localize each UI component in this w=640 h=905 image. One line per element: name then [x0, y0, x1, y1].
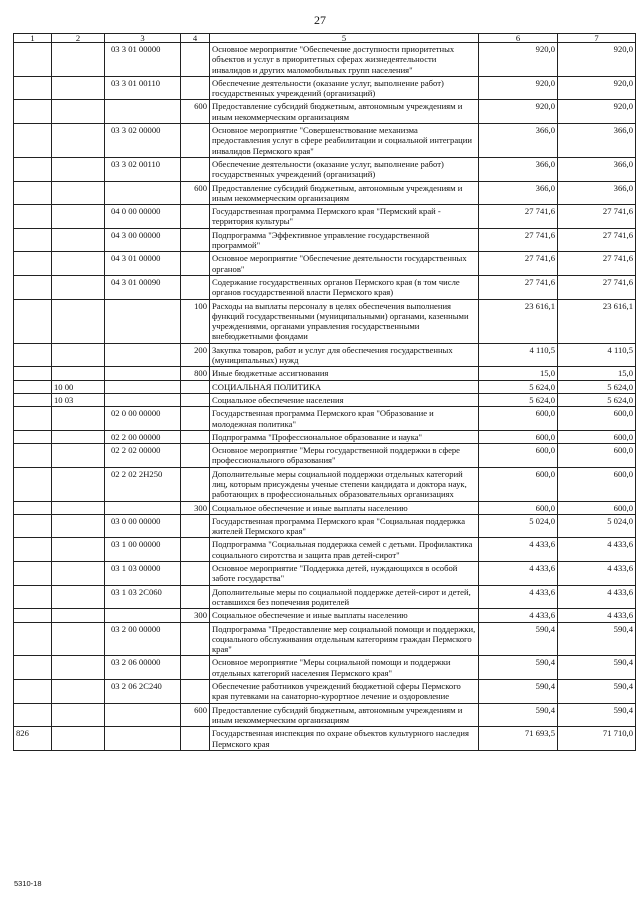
section-code-cell: 10 00 — [52, 380, 105, 393]
expense-type-cell — [181, 124, 210, 158]
target-code-cell: 03 3 01 00000 — [105, 43, 181, 77]
description-cell: Обеспечение работников учреждений бюджетной сферы Пермского края путевками на санаторно-курортное лечение и оздоровление — [210, 680, 479, 704]
amount-cell: 4 433,6 — [558, 538, 636, 562]
table-row — [14, 609, 636, 622]
amount-cell: 4 433,6 — [479, 585, 558, 609]
amount-cell: 5 024,0 — [479, 514, 558, 538]
table-row — [14, 585, 636, 609]
amount-cell: 5 624,0 — [558, 393, 636, 406]
admin-code-cell — [14, 562, 52, 586]
description-cell: Основное мероприятие "Обеспечение деятельности государственных органов" — [210, 252, 479, 276]
table-row — [14, 100, 636, 124]
target-code-cell: 03 2 06 00000 — [105, 656, 181, 680]
target-code-cell: 04 0 00 00000 — [105, 205, 181, 229]
admin-code-cell — [14, 43, 52, 77]
section-code-cell — [52, 656, 105, 680]
description-cell: Основное мероприятие "Совершенствование механизма предоставления услуг в сфере реабилитации и социальной интеграции инвалидов Пермского края" — [210, 124, 479, 158]
admin-code-cell — [14, 467, 52, 501]
admin-code-cell — [14, 157, 52, 181]
expense-type-cell — [181, 430, 210, 443]
section-code-cell — [52, 680, 105, 704]
target-code-cell: 03 1 00 00000 — [105, 538, 181, 562]
admin-code-cell — [14, 393, 52, 406]
admin-code-cell — [14, 680, 52, 704]
table-row — [14, 181, 636, 205]
amount-cell: 4 433,6 — [479, 538, 558, 562]
amount-cell: 600,0 — [479, 467, 558, 501]
admin-code-cell — [14, 538, 52, 562]
table-row — [14, 299, 636, 343]
expense-type-cell: 800 — [181, 367, 210, 380]
amount-cell: 920,0 — [558, 76, 636, 100]
admin-code-cell — [14, 100, 52, 124]
table-row — [14, 727, 636, 751]
amount-cell: 27 741,6 — [479, 228, 558, 252]
table-row — [14, 252, 636, 276]
expense-type-cell — [181, 585, 210, 609]
amount-cell: 27 741,6 — [479, 275, 558, 299]
amount-cell: 5 624,0 — [479, 380, 558, 393]
admin-code-cell — [14, 622, 52, 656]
amount-cell: 5 024,0 — [558, 514, 636, 538]
header-cell: 6 — [479, 34, 558, 43]
header-cell: 3 — [105, 34, 181, 43]
target-code-cell: 03 0 00 00000 — [105, 514, 181, 538]
admin-code-cell: 826 — [14, 727, 52, 751]
header-cell: 5 — [210, 34, 479, 43]
target-code-cell — [105, 380, 181, 393]
amount-cell: 600,0 — [479, 407, 558, 431]
amount-cell: 5 624,0 — [558, 380, 636, 393]
amount-cell: 4 110,5 — [558, 343, 636, 367]
description-cell: Государственная инспекция по охране объектов культурного наследия Пермского края — [210, 727, 479, 751]
table-row — [14, 680, 636, 704]
description-cell: Предоставление субсидий бюджетным, автономным учреждениям и иным некоммерческим организациям — [210, 703, 479, 727]
admin-code-cell — [14, 252, 52, 276]
target-code-cell — [105, 703, 181, 727]
footer-code: 5310-18 — [14, 879, 42, 888]
description-cell: Основное мероприятие "Меры социальной помощи и поддержки отдельных категорий населения Пермского края" — [210, 656, 479, 680]
amount-cell: 366,0 — [558, 124, 636, 158]
description-cell: Основное мероприятие "Обеспечение доступности приоритетных объектов и услуг в приоритетных сферах жизнедеятельности инвалидов и других маломобильных групп населения" — [210, 43, 479, 77]
admin-code-cell — [14, 585, 52, 609]
description-cell: Государственная программа Пермского края "Образование и молодежная политика" — [210, 407, 479, 431]
expense-type-cell — [181, 407, 210, 431]
amount-cell: 366,0 — [558, 181, 636, 205]
expense-type-cell — [181, 275, 210, 299]
description-cell: Основное мероприятие "Меры государственной поддержки в сфере профессионального образования" — [210, 444, 479, 468]
section-code-cell — [52, 252, 105, 276]
section-code-cell — [52, 228, 105, 252]
target-code-cell: 03 1 03 00000 — [105, 562, 181, 586]
admin-code-cell — [14, 205, 52, 229]
description-cell: Подпрограмма "Эффективное управление государственной программой" — [210, 228, 479, 252]
target-code-cell: 02 2 02 00000 — [105, 444, 181, 468]
description-cell: СОЦИАЛЬНАЯ ПОЛИТИКА — [210, 380, 479, 393]
amount-cell: 920,0 — [479, 100, 558, 124]
amount-cell: 590,4 — [558, 656, 636, 680]
amount-cell: 15,0 — [558, 367, 636, 380]
description-cell: Обеспечение деятельности (оказание услуг, выполнение работ) государственных учреждений (организаций) — [210, 157, 479, 181]
amount-cell: 366,0 — [558, 157, 636, 181]
amount-cell: 27 741,6 — [558, 228, 636, 252]
section-code-cell — [52, 562, 105, 586]
description-cell: Подпрограмма "Предоставление мер социальной помощи и поддержки, социального обслуживания отдельным категориям граждан Пермского края" — [210, 622, 479, 656]
section-code-cell — [52, 343, 105, 367]
admin-code-cell — [14, 367, 52, 380]
expense-type-cell — [181, 538, 210, 562]
section-code-cell — [52, 299, 105, 343]
target-code-cell — [105, 727, 181, 751]
admin-code-cell — [14, 228, 52, 252]
description-cell: Расходы на выплаты персоналу в целях обеспечения выполнения функций государственными (муниципальными) органами, казенными учреждениями, органами управления государственными внебюджетными фондами — [210, 299, 479, 343]
amount-cell: 600,0 — [479, 501, 558, 514]
table-row — [14, 275, 636, 299]
table-header-row — [14, 34, 636, 43]
amount-cell: 366,0 — [479, 124, 558, 158]
section-code-cell — [52, 407, 105, 431]
table-row — [14, 157, 636, 181]
table-row — [14, 430, 636, 443]
amount-cell: 600,0 — [558, 467, 636, 501]
expense-type-cell — [181, 393, 210, 406]
amount-cell: 27 741,6 — [558, 275, 636, 299]
description-cell: Предоставление субсидий бюджетным, автономным учреждениям и иным некоммерческим организациям — [210, 100, 479, 124]
section-code-cell — [52, 100, 105, 124]
amount-cell: 5 624,0 — [479, 393, 558, 406]
table-row — [14, 562, 636, 586]
target-code-cell: 02 2 02 2Н250 — [105, 467, 181, 501]
amount-cell: 4 110,5 — [479, 343, 558, 367]
table-row — [14, 43, 636, 77]
admin-code-cell — [14, 76, 52, 100]
amount-cell: 366,0 — [479, 181, 558, 205]
amount-cell: 71 693,5 — [479, 727, 558, 751]
header-cell: 7 — [558, 34, 636, 43]
expense-type-cell: 200 — [181, 343, 210, 367]
table-row — [14, 656, 636, 680]
table-row — [14, 343, 636, 367]
amount-cell: 600,0 — [558, 430, 636, 443]
expense-type-cell — [181, 467, 210, 501]
target-code-cell: 03 3 02 00000 — [105, 124, 181, 158]
section-code-cell — [52, 467, 105, 501]
expense-type-cell — [181, 43, 210, 77]
table-row — [14, 205, 636, 229]
section-code-cell: 10 03 — [52, 393, 105, 406]
expense-type-cell: 100 — [181, 299, 210, 343]
expense-type-cell: 600 — [181, 181, 210, 205]
table-row — [14, 514, 636, 538]
expense-type-cell: 600 — [181, 703, 210, 727]
amount-cell: 590,4 — [479, 656, 558, 680]
section-code-cell — [52, 538, 105, 562]
description-cell: Обеспечение деятельности (оказание услуг, выполнение работ) государственных учреждений (организаций) — [210, 76, 479, 100]
section-code-cell — [52, 585, 105, 609]
amount-cell: 590,4 — [479, 622, 558, 656]
amount-cell: 15,0 — [479, 367, 558, 380]
amount-cell: 920,0 — [479, 76, 558, 100]
amount-cell: 600,0 — [479, 444, 558, 468]
section-code-cell — [52, 609, 105, 622]
amount-cell: 4 433,6 — [479, 562, 558, 586]
amount-cell: 920,0 — [479, 43, 558, 77]
target-code-cell: 03 3 02 00110 — [105, 157, 181, 181]
table-row — [14, 538, 636, 562]
amount-cell: 600,0 — [558, 407, 636, 431]
budget-table — [13, 33, 636, 751]
expense-type-cell — [181, 656, 210, 680]
expense-type-cell — [181, 205, 210, 229]
admin-code-cell — [14, 656, 52, 680]
amount-cell: 600,0 — [558, 444, 636, 468]
description-cell: Подпрограмма "Профессиональное образование и наука" — [210, 430, 479, 443]
target-code-cell: 04 3 00 00000 — [105, 228, 181, 252]
description-cell: Государственная программа Пермского края "Социальная поддержка жителей Пермского края" — [210, 514, 479, 538]
admin-code-cell — [14, 299, 52, 343]
amount-cell: 4 433,6 — [558, 609, 636, 622]
amount-cell: 27 741,6 — [479, 205, 558, 229]
section-code-cell — [52, 703, 105, 727]
expense-type-cell — [181, 622, 210, 656]
table-row — [14, 228, 636, 252]
description-cell: Содержание государственных органов Пермского края (в том числе органов государственной власти Пермского края) — [210, 275, 479, 299]
expense-type-cell — [181, 514, 210, 538]
target-code-cell: 03 2 06 2С240 — [105, 680, 181, 704]
target-code-cell: 02 0 00 00000 — [105, 407, 181, 431]
expense-type-cell — [181, 562, 210, 586]
amount-cell: 600,0 — [479, 430, 558, 443]
description-cell: Социальное обеспечение и иные выплаты населению — [210, 609, 479, 622]
admin-code-cell — [14, 124, 52, 158]
target-code-cell — [105, 343, 181, 367]
expense-type-cell — [181, 157, 210, 181]
section-code-cell — [52, 430, 105, 443]
target-code-cell — [105, 393, 181, 406]
table-row — [14, 467, 636, 501]
expense-type-cell — [181, 252, 210, 276]
table-row — [14, 76, 636, 100]
section-code-cell — [52, 275, 105, 299]
admin-code-cell — [14, 275, 52, 299]
admin-code-cell — [14, 703, 52, 727]
admin-code-cell — [14, 501, 52, 514]
amount-cell: 590,4 — [558, 622, 636, 656]
target-code-cell — [105, 100, 181, 124]
expense-type-cell: 300 — [181, 609, 210, 622]
amount-cell: 4 433,6 — [558, 562, 636, 586]
target-code-cell — [105, 501, 181, 514]
section-code-cell — [52, 367, 105, 380]
target-code-cell: 04 3 01 00090 — [105, 275, 181, 299]
target-code-cell: 03 2 00 00000 — [105, 622, 181, 656]
amount-cell: 4 433,6 — [479, 609, 558, 622]
description-cell: Основное мероприятие "Поддержка детей, нуждающихся в особой заботе государства" — [210, 562, 479, 586]
admin-code-cell — [14, 444, 52, 468]
section-code-cell — [52, 622, 105, 656]
section-code-cell — [52, 157, 105, 181]
admin-code-cell — [14, 407, 52, 431]
amount-cell: 920,0 — [558, 100, 636, 124]
description-cell: Социальное обеспечение населения — [210, 393, 479, 406]
admin-code-cell — [14, 380, 52, 393]
expense-type-cell — [181, 228, 210, 252]
table-row — [14, 501, 636, 514]
admin-code-cell — [14, 430, 52, 443]
admin-code-cell — [14, 181, 52, 205]
amount-cell: 27 741,6 — [558, 205, 636, 229]
target-code-cell: 03 1 03 2С060 — [105, 585, 181, 609]
description-cell: Закупка товаров, работ и услуг для обеспечения государственных (муниципальных) нужд — [210, 343, 479, 367]
description-cell: Социальное обеспечение и иные выплаты населению — [210, 501, 479, 514]
table-row — [14, 124, 636, 158]
admin-code-cell — [14, 609, 52, 622]
amount-cell: 23 616,1 — [558, 299, 636, 343]
description-cell: Предоставление субсидий бюджетным, автономным учреждениям и иным некоммерческим организациям — [210, 181, 479, 205]
admin-code-cell — [14, 514, 52, 538]
section-code-cell — [52, 444, 105, 468]
amount-cell: 590,4 — [558, 680, 636, 704]
amount-cell: 590,4 — [479, 680, 558, 704]
expense-type-cell — [181, 680, 210, 704]
expense-type-cell — [181, 727, 210, 751]
section-code-cell — [52, 43, 105, 77]
amount-cell: 920,0 — [558, 43, 636, 77]
target-code-cell: 04 3 01 00000 — [105, 252, 181, 276]
amount-cell: 27 741,6 — [558, 252, 636, 276]
expense-type-cell: 600 — [181, 100, 210, 124]
target-code-cell — [105, 609, 181, 622]
amount-cell: 4 433,6 — [558, 585, 636, 609]
table-row — [14, 622, 636, 656]
description-cell: Дополнительные меры по социальной поддержке детей-сирот и детей, оставшихся без попечения родителей — [210, 585, 479, 609]
table-row — [14, 367, 636, 380]
header-cell: 4 — [181, 34, 210, 43]
section-code-cell — [52, 727, 105, 751]
target-code-cell: 03 3 01 00110 — [105, 76, 181, 100]
amount-cell: 366,0 — [479, 157, 558, 181]
expense-type-cell: 300 — [181, 501, 210, 514]
table-row — [14, 393, 636, 406]
expense-type-cell — [181, 380, 210, 393]
admin-code-cell — [14, 343, 52, 367]
section-code-cell — [52, 514, 105, 538]
page-number: 27 — [314, 13, 326, 27]
amount-cell: 590,4 — [479, 703, 558, 727]
section-code-cell — [52, 205, 105, 229]
expense-type-cell — [181, 76, 210, 100]
header-cell: 2 — [52, 34, 105, 43]
section-code-cell — [52, 76, 105, 100]
description-cell: Подпрограмма "Социальная поддержка семей с детьми. Профилактика социального сиротства и защита прав детей-сирот" — [210, 538, 479, 562]
amount-cell: 600,0 — [558, 501, 636, 514]
amount-cell: 23 616,1 — [479, 299, 558, 343]
target-code-cell — [105, 367, 181, 380]
table-row — [14, 380, 636, 393]
amount-cell: 590,4 — [558, 703, 636, 727]
table-row — [14, 407, 636, 431]
header-cell: 1 — [14, 34, 52, 43]
description-cell: Дополнительные меры социальной поддержки отдельных категорий лиц, которым присуждены ученые степени кандидата и доктора наук, работающих в профессиональных образовательных организациях — [210, 467, 479, 501]
section-code-cell — [52, 181, 105, 205]
table-row — [14, 703, 636, 727]
amount-cell: 27 741,6 — [479, 252, 558, 276]
target-code-cell — [105, 299, 181, 343]
description-cell: Государственная программа Пермского края "Пермский край - территория культуры" — [210, 205, 479, 229]
table-row — [14, 444, 636, 468]
description-cell: Иные бюджетные ассигнования — [210, 367, 479, 380]
target-code-cell: 02 2 00 00000 — [105, 430, 181, 443]
section-code-cell — [52, 501, 105, 514]
section-code-cell — [52, 124, 105, 158]
target-code-cell — [105, 181, 181, 205]
expense-type-cell — [181, 444, 210, 468]
amount-cell: 71 710,0 — [558, 727, 636, 751]
